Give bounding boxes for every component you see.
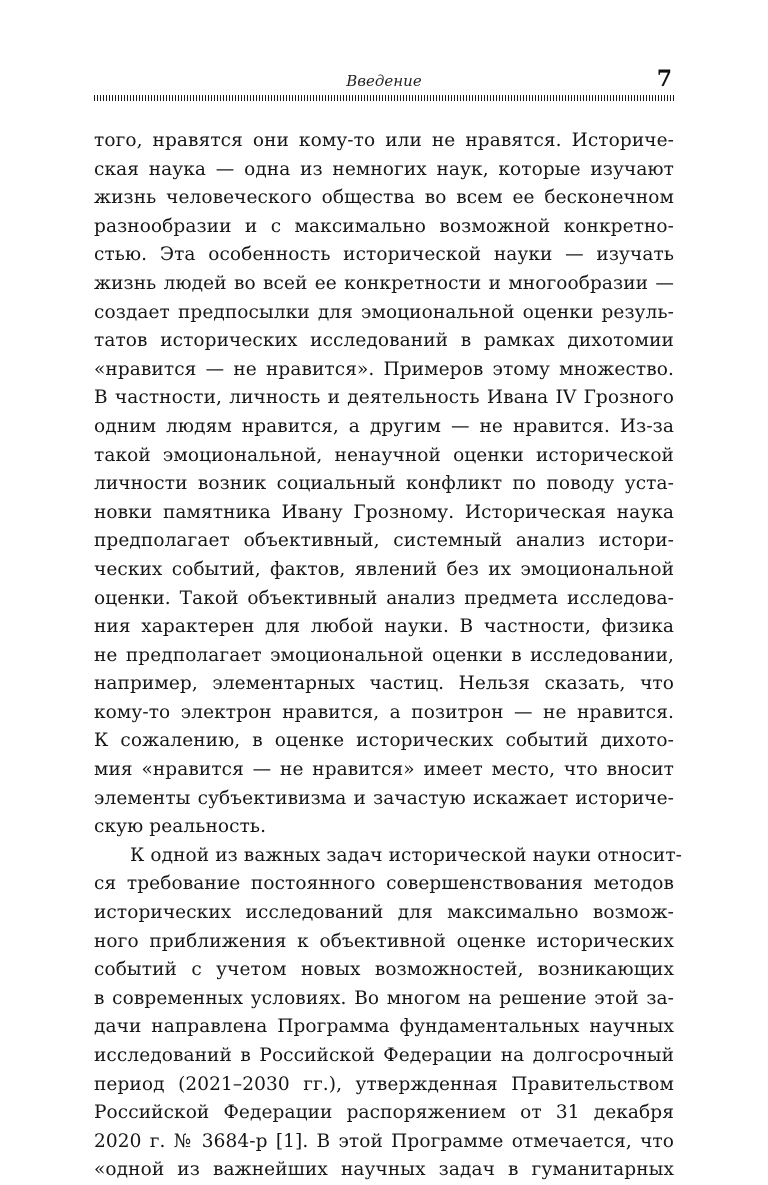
text-line: предполагает объективный, системный анализ истори-	[94, 530, 674, 552]
text-line: исследований в Российской Федерации на долгосрочный	[94, 1045, 674, 1066]
text-line: исторических исследований для максимально возмож-	[94, 902, 674, 924]
text-line: новки памятника Ивану Грозному. Историческая наука	[94, 501, 674, 523]
text-line: стью. Эта особенность исторической науки — изучать	[94, 244, 674, 266]
text-line: жизнь человеческого общества во всем ее бесконечном	[94, 187, 674, 209]
text-line: такой эмоциональной, ненаучной оценки исторической	[94, 444, 674, 466]
text-line: в современных условиях. Во многом на решение этой за-	[94, 987, 674, 1009]
text-line: разнообразии и с максимально возможной конкретно-	[94, 215, 674, 237]
text-line: дачи направлена Программа фундаментальных научных	[94, 1016, 674, 1038]
text-line: татов исторических исследований в рамках дихотомии	[94, 330, 674, 352]
header-rule	[94, 95, 674, 101]
text-line: К сожалению, в оценке исторических событий дихото-	[94, 730, 674, 752]
text-line: того, нравятся они кому-то или не нравятся. Историче-	[94, 130, 674, 151]
page-header	[94, 66, 674, 106]
text-line: ного приближения к объективной оценке исторических	[94, 930, 674, 952]
text-line: жизнь людей во всей ее конкретности и многообразии —	[94, 272, 674, 294]
text-line: Российской Федерации распоряжением от 31 декабря	[94, 1102, 674, 1124]
text-line: не предполагает эмоциональной оценки в исследовании,	[94, 644, 674, 666]
text-line: 2020 г. № 3684-р [1]. В этой Программе отмечается, что	[94, 1130, 674, 1152]
text-line: например, элементарных частиц. Нельзя сказать, что	[94, 673, 674, 695]
text-line: «нравится — не нравится». Примеров этому множество.	[94, 358, 674, 380]
page-number: 7	[656, 66, 672, 92]
text-line: одним людям нравится, а другим — не нравится. Из-за	[94, 415, 674, 437]
text-line: мия «нравится — не нравится» имеет место, что вносит	[94, 759, 674, 781]
text-line: период (2021–2030 гг.), утвержденная Правительством	[94, 1073, 674, 1095]
body-text	[94, 127, 683, 1185]
running-title: Введение	[346, 72, 422, 90]
text-line: скую реальность.	[94, 816, 267, 838]
text-line: ческих событий, фактов, явлений без их эмоциональной	[94, 558, 674, 580]
paragraph-first-line: К одной из важных задач исторической науки относит-	[130, 844, 683, 866]
text-line: «одной из важнейших научных задач в гуманитарных	[94, 1159, 674, 1181]
text-line: кому-то электрон нравится, а позитрон — не нравится.	[94, 701, 674, 723]
text-line: событий с учетом новых возможностей, возникающих	[94, 959, 674, 981]
text-line: личности возник социальный конфликт по поводу уста-	[94, 473, 674, 495]
text-line: создает предпосылки для эмоциональной оценки резуль-	[94, 301, 674, 323]
text-line: ния характерен для любой науки. В частности, физика	[94, 616, 674, 638]
text-line: ская наука — одна из немногих наук, которые изучают	[94, 158, 674, 180]
text-line: элементы субъективизма и зачастую искажает историче-	[94, 787, 674, 809]
text-line: В частности, личность и деятельность Ивана IV Грозного	[94, 387, 674, 409]
text-line: оценки. Такой объективный анализ предмета исследова-	[94, 587, 674, 609]
text-line: ся требование постоянного совершенствования методов	[94, 873, 674, 895]
